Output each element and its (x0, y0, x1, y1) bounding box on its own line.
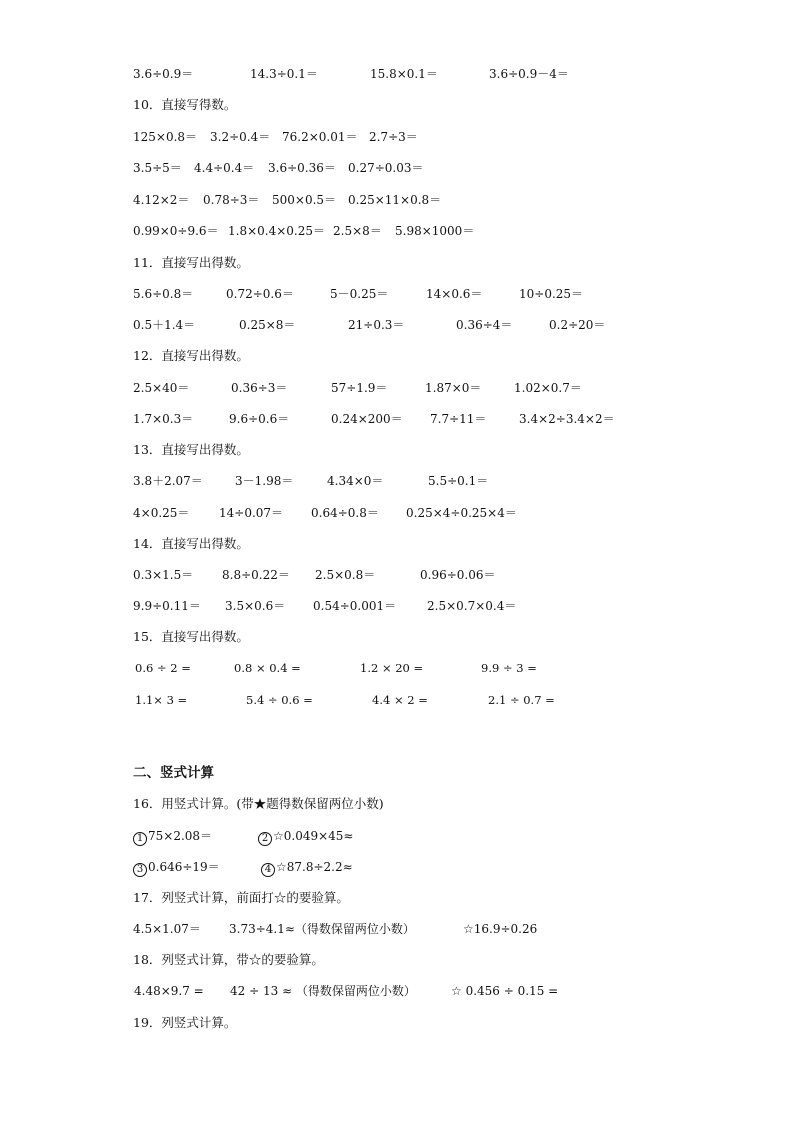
problem: 0.6 ÷ 2 = (135, 661, 191, 675)
problem: 5－0.25＝ (330, 287, 389, 301)
problem: 0.25×11×0.8＝ (348, 193, 442, 207)
problem-row (0, 919, 794, 939)
question-heading: 17．列竖式计算，前面打☆的要验算。 (133, 890, 349, 905)
problem: 5.6÷0.8＝ (133, 287, 194, 301)
question-heading: 18．列竖式计算，带☆的要验算。 (133, 952, 324, 967)
problem: 2.1 ÷ 0.7 = (488, 693, 555, 707)
problem: 0.2÷20＝ (549, 318, 606, 332)
problem: 0.25×8＝ (239, 318, 296, 332)
problem: 1.87×0＝ (425, 381, 482, 395)
problem-row (0, 64, 794, 84)
problem: 500×0.5＝ (272, 193, 337, 207)
problem-row (0, 127, 794, 147)
problem: 4.12×2＝ (133, 193, 190, 207)
problem: 3.4×2÷3.4×2＝ (519, 412, 615, 426)
circled-number: 2 (258, 832, 272, 846)
problem-row (0, 471, 794, 491)
problem-row (0, 981, 794, 1001)
problem: 1.7×0.3＝ (133, 412, 194, 426)
problem: 0.25×4÷0.25×4＝ (406, 506, 517, 520)
problem: 42 ÷ 13 ≈ （得数保留两位小数） (230, 984, 416, 998)
problem: 0.36÷3＝ (231, 381, 288, 395)
problem-row (0, 658, 794, 678)
problem-row (0, 857, 794, 877)
problem: 9.6÷0.6＝ (229, 412, 290, 426)
problem: 4×0.25＝ (133, 506, 190, 520)
problem: 0.64÷0.8＝ (311, 506, 379, 520)
problem: 14.3÷0.1＝ (250, 67, 318, 81)
problem-row (0, 221, 794, 241)
problem: 0.96÷0.06＝ (420, 568, 496, 582)
problem: 4.4 × 2 = (372, 693, 428, 707)
problem-row (0, 315, 794, 335)
problem-row (0, 826, 794, 846)
circled-number: 1 (133, 832, 147, 846)
problem: 5.5÷0.1＝ (428, 474, 489, 488)
problem: 8.8÷0.22＝ (222, 568, 290, 582)
problem-row (0, 565, 794, 585)
problem: 1.8×0.4×0.25＝ (228, 224, 325, 238)
problem-row (0, 378, 794, 398)
problem: 0.54÷0.001＝ (313, 599, 397, 613)
problem: 9.9÷0.11＝ (133, 599, 201, 613)
problem: 2.5×0.7×0.4＝ (427, 599, 517, 613)
question-heading: 14．直接写出得数。 (133, 536, 249, 551)
problem: 3.6÷0.36＝ (268, 161, 336, 175)
problem: 0.27÷0.03＝ (348, 161, 424, 175)
problem: 0.24×200＝ (331, 412, 403, 426)
problem: 0.3×1.5＝ (133, 568, 194, 582)
problem: 0.36÷4＝ (456, 318, 513, 332)
problem: 3－1.98＝ (235, 474, 294, 488)
problem: 4.5×1.07＝ (133, 922, 201, 936)
problem: 14÷0.07＝ (219, 506, 284, 520)
problem: 125×0.8＝ (133, 130, 198, 144)
problem: 21÷0.3＝ (348, 318, 405, 332)
problem: 3.6÷0.9＝ (133, 67, 194, 81)
problem: 3.5÷5＝ (133, 161, 182, 175)
problem-row (0, 690, 794, 710)
problem: 1.02×0.7＝ (514, 381, 582, 395)
problem: 3.6÷0.9－4＝ (489, 67, 569, 81)
problem: 1 75×2.08＝ (133, 826, 212, 846)
problem: 0.99×0÷9.6＝ (133, 224, 219, 238)
problem: ☆ 0.456 ÷ 0.15 = (451, 984, 559, 998)
question-heading: 11．直接写出得数。 (133, 255, 249, 270)
problem: 7.7÷11＝ (430, 412, 487, 426)
problem: 5.4 ÷ 0.6 = (246, 693, 313, 707)
problem: 0.8 × 0.4 = (234, 661, 301, 675)
problem: 3.5×0.6＝ (225, 599, 286, 613)
problem: 2.7÷3＝ (369, 130, 418, 144)
problem: 0.78÷3＝ (203, 193, 260, 207)
problem: 10÷0.25＝ (519, 287, 584, 301)
problem: 15.8×0.1＝ (370, 67, 438, 81)
problem: 1.2 × 20 = (360, 661, 424, 675)
problem: 2.5×0.8＝ (315, 568, 376, 582)
problem: 0.5＋1.4＝ (133, 318, 196, 332)
problem: 3.73÷4.1≈（得数保留两位小数） (229, 922, 415, 936)
question-heading: 12．直接写出得数。 (133, 348, 249, 363)
problem: 0.72÷0.6＝ (226, 287, 294, 301)
circled-number: 3 (133, 863, 147, 877)
question-heading: 16．用竖式计算。(带★题得数保留两位小数) (133, 796, 384, 811)
problem-row (0, 190, 794, 210)
problem: ☆16.9÷0.26 (463, 922, 538, 936)
problem: 4.4÷0.4＝ (194, 161, 255, 175)
problem: 2.5×40＝ (133, 381, 190, 395)
question-heading: 15．直接写出得数。 (133, 629, 249, 644)
question-heading: 19．列竖式计算。 (133, 1015, 237, 1030)
problem-row (0, 284, 794, 304)
problem: 3.2÷0.4＝ (210, 130, 271, 144)
question-heading: 13．直接写出得数。 (133, 442, 249, 457)
problem-row (0, 409, 794, 429)
problem: 4 ☆87.8÷2.2≈ (261, 857, 353, 877)
question-heading: 10．直接写得数。 (133, 97, 237, 112)
problem-row (0, 503, 794, 523)
problem: 4.48×9.7 = (134, 984, 204, 998)
problem: 4.34×0＝ (327, 474, 384, 488)
problem: 2 ☆0.049×45≈ (258, 826, 354, 846)
circled-number: 4 (261, 863, 275, 877)
problem: 5.98×1000＝ (395, 224, 475, 238)
section-title: 二、竖式计算 (133, 765, 214, 781)
problem: 2.5×8＝ (333, 224, 382, 238)
problem: 3.8＋2.07＝ (133, 474, 203, 488)
problem: 57÷1.9＝ (331, 381, 388, 395)
problem: 76.2×0.01＝ (282, 130, 358, 144)
problem-row (0, 158, 794, 178)
problem: 1.1× 3 = (135, 693, 188, 707)
problem: 3 0.646÷19＝ (133, 857, 220, 877)
problem: 14×0.6＝ (426, 287, 483, 301)
problem: 9.9 ÷ 3 = (481, 661, 537, 675)
problem-row (0, 596, 794, 616)
